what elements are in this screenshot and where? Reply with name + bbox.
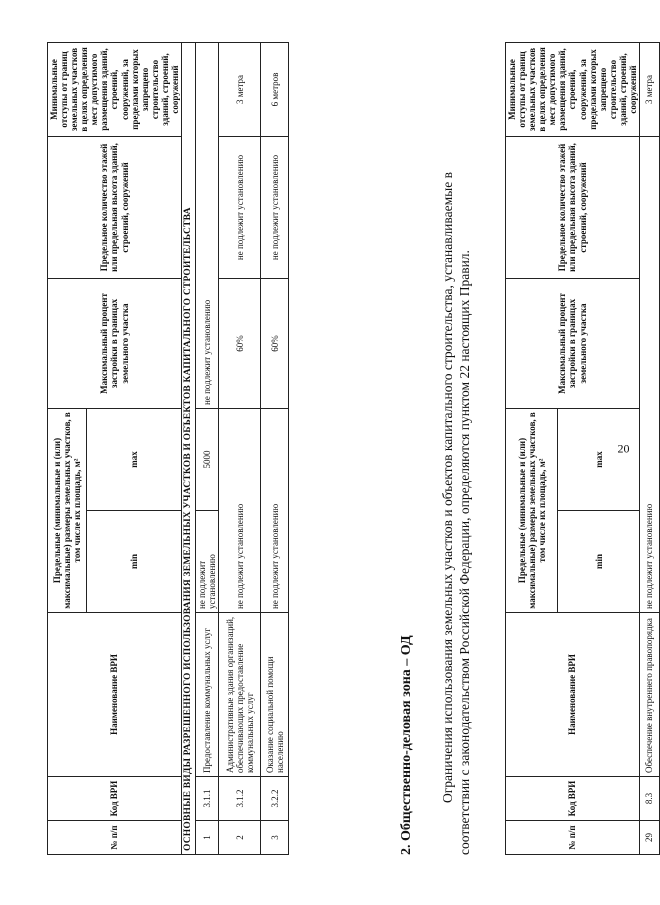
header-code: Код ВРИ (48, 777, 182, 821)
cell-code: 8.3 (640, 777, 660, 821)
cell-name: Административные здания организаций, обеспечивающих предоставление коммунальных услуг (219, 613, 261, 777)
paragraph-line-2: соответствии с законодательством Российской Федерации, определяются пунктом 22 настоящих Правил. (456, 250, 472, 855)
cell-code: 3.1.2 (219, 777, 261, 821)
header-max: max (87, 408, 182, 510)
header-name: Наименование ВРИ (506, 613, 640, 777)
cell-setback: 3 метра (640, 42, 660, 136)
cell-min: не подлежит установлению (196, 511, 219, 613)
cell-name: Предоставление коммунальных услуг (196, 613, 219, 777)
table-row (640, 42, 660, 854)
header-size-group: Предельные (минимальные и (или) максимальные) размеры земельных участков, в том числе их площадь, м² (48, 408, 87, 612)
cell-floors: не подлежит установлению (219, 136, 261, 278)
table-row (261, 42, 289, 854)
cell-setback: 3 метра (219, 42, 261, 136)
header-min: min (558, 511, 640, 613)
header-percent: Максимальный процент застройки в границах земельного участка (506, 278, 640, 408)
header-code: Код ВРИ (506, 777, 640, 821)
cell-merged: не подлежит установлению (196, 42, 219, 408)
paragraph-line-1: Ограничения использования земельных участков и объектов капитального строительства, устанавливаемые в (440, 172, 455, 803)
cell-code: 3.2.2 (261, 777, 289, 821)
table-top (505, 42, 660, 855)
cell-percent: 60% (219, 278, 261, 408)
page-number: 20 (617, 441, 630, 456)
cell-floors: не подлежит установлению (261, 136, 289, 278)
cell-percent: 60% (261, 278, 289, 408)
header-size-group: Предельные (минимальные и (или) максимальные) размеры земельных участков, в том числе их площадь, м² (506, 408, 558, 612)
cell-merged: не подлежит установлению (640, 136, 660, 612)
header-max: max (558, 408, 640, 510)
cell-num: 3 (261, 821, 289, 855)
cell-code: 3.1.1 (196, 777, 219, 821)
table-row (196, 42, 219, 854)
zone-title: 2. Общественно-деловая зона – ОД (399, 635, 414, 855)
cell-num: 1 (196, 821, 219, 855)
table-main (47, 42, 289, 855)
header-percent: Максимальный процент застройки в границах земельного участка (48, 278, 182, 408)
header-floors: Предельное количество этажей или предельная высота зданий, строений, сооружений (506, 136, 640, 278)
header-setback: Минимальные отступы от границ земельных участков в целях определения мест допустимого размещения зданий, строений, сооружений, за пределами которых запрещено строительство зданий, строений, сооружений (506, 42, 640, 136)
section-title: ОСНОВНЫЕ ВИДЫ РАЗРЕШЕННОГО ИСПОЛЬЗОВАНИЯ ЗЕМЕЛЬНЫХ УЧАСТКОВ И ОБЪЕКТОВ КАПИТАЛЬНОГО СТРОИТЕЛЬСТВА (182, 42, 196, 854)
cell-name: Оказание социальной помощи населению (261, 613, 289, 777)
restrictions-paragraph (440, 43, 474, 855)
cell-size: не подлежит установлению (261, 408, 289, 612)
header-name: Наименование ВРИ (48, 613, 182, 777)
cell-size: не подлежит установлению (219, 408, 261, 612)
table-row (219, 42, 261, 854)
header-setback: Минимальные отступы от границ земельных участков в целях определения мест допустимого размещения зданий, строений, сооружений, за пределами которых запрещено строительство зданий, строений, сооружений (48, 42, 182, 136)
cell-num: 29 (640, 821, 660, 855)
header-num: № п/п (506, 821, 640, 855)
cell-max: 5000 (196, 408, 219, 510)
cell-name: Обеспечение внутреннего правопорядка (640, 613, 660, 777)
header-num: № п/п (48, 821, 182, 855)
header-min: min (87, 511, 182, 613)
cell-num: 2 (219, 821, 261, 855)
cell-setback: 6 метров (261, 42, 289, 136)
header-floors: Предельное количество этажей или предельная высота зданий, строений, сооружений (48, 136, 182, 278)
